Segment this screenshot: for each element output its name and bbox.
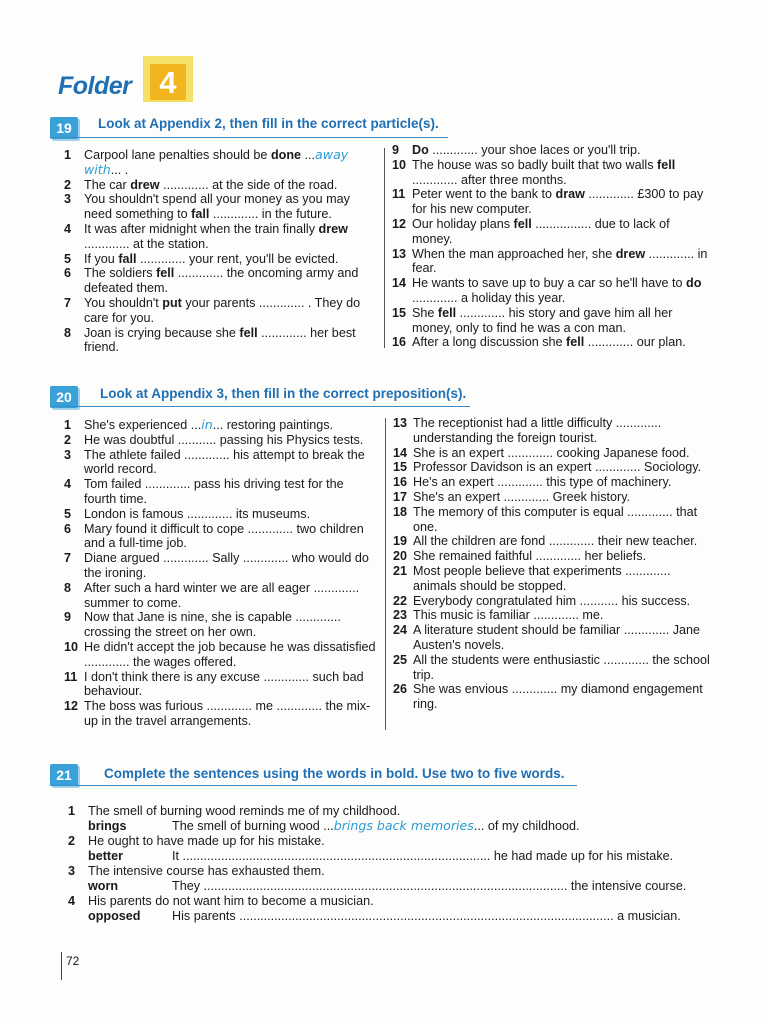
section-21-items — [68, 804, 718, 929]
exercise-item — [392, 158, 708, 188]
item-text — [413, 608, 603, 622]
item-number: 9 — [64, 610, 72, 625]
keyword: fell — [156, 266, 175, 281]
text-part: ............. our plan. — [584, 335, 686, 350]
exercise-item — [64, 507, 378, 522]
item-number: 2 — [64, 432, 72, 447]
item-text — [84, 640, 376, 669]
exercise-item — [64, 610, 378, 640]
item-number: 25 — [393, 652, 408, 667]
text-part: He didn't accept the job because he was dissatisfied ............. the wages offered. — [84, 639, 376, 669]
text-part: After such a hard winter we are all eager ............. summer to come. — [84, 580, 360, 610]
keyword: fell — [566, 335, 585, 350]
item-number: 3 — [68, 864, 76, 878]
item-number: 7 — [64, 295, 72, 310]
text-part: It was after midnight when the train finally — [84, 221, 319, 236]
item-number: 21 — [393, 563, 408, 578]
item-text — [413, 534, 697, 548]
text-part: You shouldn't spend all your money as you may need something to — [84, 192, 350, 222]
exercise-item — [64, 640, 378, 670]
exercise-item — [393, 564, 711, 594]
item-number: 2 — [64, 177, 72, 192]
column-divider — [384, 148, 385, 348]
item-number: 23 — [393, 608, 408, 623]
text-part: ... restoring paintings. — [212, 418, 334, 432]
item-text — [412, 187, 703, 216]
item-number: 6 — [64, 266, 72, 281]
text-part: Our holiday plans — [412, 216, 514, 231]
keyword: fell — [513, 216, 532, 231]
item-number: 19 — [393, 534, 408, 549]
item-text — [413, 549, 646, 563]
item-number: 8 — [64, 325, 72, 340]
item-text — [84, 296, 360, 325]
keyword: done — [270, 148, 302, 162]
text-part: ................ due to lack of money. — [412, 216, 670, 246]
item-text — [84, 581, 359, 610]
text-part: She's an expert ............. Greek history. — [413, 489, 631, 504]
keyword: fell — [239, 325, 258, 340]
item-number: 1 — [64, 418, 72, 432]
transform-item-sentence — [68, 834, 325, 849]
exercise-item — [64, 266, 376, 296]
section-21-rule — [50, 785, 577, 786]
item-number: 18 — [393, 504, 408, 519]
item-text — [412, 217, 670, 246]
item-number: 7 — [64, 551, 72, 566]
text-part: ............. at the station. — [84, 236, 209, 251]
item-text — [84, 326, 356, 355]
item-text — [84, 433, 363, 447]
exercise-item — [392, 247, 708, 277]
text-part: The memory of this computer is equal ............. that one. — [413, 504, 698, 534]
item-text — [412, 276, 701, 305]
item-number: 15 — [393, 460, 408, 475]
item-number: 13 — [393, 416, 408, 430]
text-part: ............. after three months. — [412, 172, 567, 187]
item-text — [84, 148, 348, 177]
item-number: 8 — [64, 580, 72, 595]
transform-item-sentence — [68, 894, 374, 909]
transform-item-sentence — [68, 864, 325, 879]
item-text — [84, 610, 341, 639]
item-number: 9 — [392, 143, 400, 157]
item-text — [412, 158, 675, 187]
keyword: do — [686, 276, 702, 291]
section-21-number: 21 — [50, 764, 78, 786]
item-number: 17 — [393, 489, 408, 504]
text-part: Mary found it difficult to cope ............. two children and a full-time job. — [84, 521, 364, 551]
item-number: 15 — [392, 305, 407, 320]
sentence-end: he had made up for his mistake. — [490, 849, 674, 863]
exercise-item — [64, 192, 376, 222]
original-sentence: His parents do not want him to become a musician. — [88, 894, 374, 908]
exercise-item — [393, 623, 711, 653]
text-part: This music is familiar ............. me. — [413, 608, 604, 623]
text-part: She — [412, 305, 438, 320]
section-20-rule — [50, 406, 470, 407]
item-number: 10 — [392, 157, 407, 172]
item-text — [84, 418, 333, 432]
exercise-item — [393, 653, 711, 683]
sentence-start: They ........................................................................................................ — [172, 879, 568, 893]
handwritten-answer: away with — [84, 147, 349, 177]
keyword: drew — [615, 246, 646, 261]
sentence-start: It ........................................................................................ — [172, 849, 491, 863]
text-part: ............. in the future. — [209, 207, 332, 222]
text-part: He was doubtful ........... passing his Physics tests. — [84, 432, 364, 447]
text-part: The receptionist had a little difficulty ............. understanding the foreign tourist. — [413, 416, 662, 445]
keyword: drew — [130, 177, 160, 192]
text-part: ............. a holiday this year. — [412, 290, 566, 305]
text-part: If you — [84, 251, 119, 266]
item-number: 5 — [64, 506, 72, 521]
exercise-item — [64, 418, 378, 433]
key-word: worn — [88, 879, 119, 893]
text-part: Peter went to the bank to — [412, 187, 556, 202]
section-20-instruction: Look at Appendix 3, then fill in the correct preposition(s). — [100, 386, 467, 401]
exercise-item — [64, 670, 378, 700]
item-number: 14 — [393, 445, 408, 460]
item-text — [84, 699, 370, 728]
text-part: ............. £300 to pay for his new computer. — [412, 187, 704, 217]
item-number: 2 — [68, 834, 76, 848]
text-part: After a long discussion she — [412, 335, 567, 350]
item-text — [84, 477, 344, 506]
item-number: 16 — [393, 475, 408, 490]
keyword: fell — [657, 157, 676, 172]
text-part: The house was so badly built that two walls — [412, 157, 658, 172]
folder-title: Folder — [58, 72, 132, 100]
section-20-number: 20 — [50, 386, 78, 408]
keyword: put — [162, 295, 182, 310]
exercise-item — [64, 433, 378, 448]
exercise-item — [64, 148, 376, 178]
sentence-end: a musician. — [613, 909, 681, 923]
item-number: 11 — [392, 187, 406, 202]
item-text — [413, 682, 703, 711]
section-19-right-column — [392, 143, 708, 350]
sentence-start: The smell of burning wood ... — [172, 819, 334, 833]
text-part: ............. his story and gave him all her money, only to find he was a con man. — [412, 305, 673, 335]
exercise-item — [393, 682, 711, 712]
text-part: Now that Jane is nine, she is capable ............. crossing the street on her own. — [84, 610, 341, 640]
item-text — [413, 594, 690, 608]
section-20-right-column — [393, 416, 711, 712]
item-text — [412, 306, 672, 335]
text-part: Tom failed ............. pass his driving test for the fourth time. — [84, 477, 344, 506]
exercise-item — [64, 581, 378, 611]
item-number: 4 — [68, 894, 76, 908]
text-part: ... . — [110, 162, 129, 177]
text-part: She is an expert ............. cooking Japanese food. — [413, 445, 690, 460]
transform-item-completion — [88, 819, 713, 834]
keyword: fell — [437, 305, 457, 320]
text-part: ............. the oncoming army and defeated them. — [84, 266, 359, 296]
item-number: 10 — [64, 639, 79, 654]
item-text — [84, 551, 369, 580]
section-19-number: 19 — [50, 117, 78, 139]
transform-item-sentence — [68, 804, 400, 819]
original-sentence: The smell of burning wood reminds me of my childhood. — [88, 804, 401, 818]
key-word: brings — [88, 819, 127, 833]
transform-item-completion — [88, 849, 713, 864]
text-part: Carpool lane penalties should be — [84, 148, 271, 162]
item-number: 11 — [64, 669, 78, 684]
keyword: Do — [412, 143, 429, 157]
text-part: ............. your shoe laces or you'll trip. — [428, 143, 641, 157]
keyword: drew — [318, 221, 348, 236]
section-19-left-column — [64, 148, 376, 355]
item-number: 3 — [64, 192, 72, 207]
text-part: All the students were enthusiastic ............. the school trip. — [413, 652, 710, 682]
text-part: She's experienced ... — [84, 418, 202, 432]
exercise-item — [393, 475, 711, 490]
text-part: The boss was furious ............. me ............. the mix-up in the travel arrangements. — [84, 699, 371, 728]
section-21-instruction: Complete the sentences using the words in bold. Use two to five words. — [104, 766, 565, 781]
text-part: ............. her best friend. — [84, 325, 356, 355]
text-part: You shouldn't — [84, 295, 163, 310]
item-text — [84, 252, 338, 266]
text-part: When the man approached her, she — [412, 246, 616, 261]
text-part: A literature student should be familiar ............. Jane Austen's novels. — [413, 623, 701, 652]
sentence-start: His parents ........................................................................................................... — [172, 909, 614, 923]
original-sentence: He ought to have made up for his mistake. — [88, 834, 325, 848]
column-divider — [385, 418, 386, 730]
section-20-left-column — [64, 418, 378, 729]
text-part: Most people believe that experiments ............. animals should be stopped. — [413, 563, 671, 593]
item-text — [413, 416, 661, 445]
exercise-item — [64, 522, 378, 552]
item-text — [84, 507, 310, 521]
text-part: your parents ............. . They do care for you. — [84, 295, 361, 325]
text-part: The soldiers — [84, 266, 157, 281]
text-part: He wants to save up to buy a car so he'll have to — [412, 276, 687, 291]
text-part: She remained faithful ............. her beliefs. — [413, 549, 647, 564]
exercise-item — [393, 490, 711, 505]
exercise-item — [64, 326, 376, 356]
exercise-item — [392, 306, 708, 336]
item-number: 1 — [68, 804, 76, 818]
exercise-item — [393, 446, 711, 461]
item-text — [412, 335, 686, 349]
exercise-item — [393, 534, 711, 549]
text-part: Diane argued ............. Sally ............. who would do the ironing. — [84, 551, 369, 580]
item-text — [84, 192, 350, 221]
text-part: ............. in fear. — [412, 246, 708, 276]
item-text — [413, 564, 671, 593]
item-number: 1 — [64, 148, 72, 162]
keyword: fall — [191, 207, 210, 222]
text-part: She was envious ............. my diamond engagement ring. — [413, 682, 703, 712]
item-text — [413, 623, 700, 652]
original-sentence: The intensive course has exhausted them. — [88, 864, 325, 878]
text-part: The car — [84, 177, 131, 192]
exercise-item — [64, 178, 376, 193]
page-number-bar — [61, 952, 62, 980]
sentence-end: ... of my childhood. — [473, 819, 580, 833]
exercise-item — [64, 448, 378, 478]
section-19-rule — [50, 137, 448, 138]
item-text — [413, 475, 671, 489]
item-number: 22 — [393, 593, 408, 608]
exercise-item — [393, 460, 711, 475]
item-text — [413, 490, 630, 504]
keyword: draw — [555, 187, 585, 202]
exercise-item — [393, 505, 711, 535]
item-text — [84, 522, 364, 551]
item-text — [413, 446, 690, 460]
item-number: 20 — [393, 549, 408, 564]
exercise-item — [392, 335, 708, 350]
item-number: 16 — [392, 335, 407, 350]
item-text — [84, 222, 348, 251]
item-text — [413, 460, 701, 474]
item-number: 4 — [64, 221, 72, 236]
exercise-item — [393, 549, 711, 564]
handwritten-answer: in — [201, 417, 213, 432]
text-part: Everybody congratulated him ........... his success. — [413, 593, 691, 608]
text-part: ... — [301, 148, 316, 162]
exercise-item — [392, 187, 708, 217]
keyword: fall — [118, 251, 137, 266]
exercise-item — [64, 699, 378, 729]
text-part: He's an expert ............. this type of machinery. — [413, 475, 672, 490]
item-text — [412, 143, 640, 157]
folder-number: 4 — [150, 64, 186, 100]
exercise-item — [393, 594, 711, 609]
item-text — [412, 247, 707, 276]
text-part: London is famous ............. its museums. — [84, 506, 311, 521]
exercise-item — [392, 217, 708, 247]
key-word: opposed — [88, 909, 141, 923]
text-part: ............. at the side of the road. — [159, 177, 338, 192]
item-text — [84, 448, 365, 477]
exercise-item — [393, 416, 711, 446]
text-part: I don't think there is any excuse ............. such bad behaviour. — [84, 669, 364, 699]
item-text — [84, 178, 337, 192]
item-text — [413, 653, 710, 682]
exercise-item — [64, 296, 376, 326]
item-text — [413, 505, 697, 534]
handwritten-answer: brings back memories — [333, 818, 474, 833]
exercise-item — [392, 276, 708, 306]
item-number: 5 — [64, 251, 72, 266]
exercise-item — [392, 143, 708, 158]
exercise-item — [64, 252, 376, 267]
text-part: Joan is crying because she — [84, 325, 240, 340]
item-number: 3 — [64, 447, 72, 462]
text-part: Professor Davidson is an expert ............. Sociology. — [413, 460, 702, 475]
item-number: 14 — [392, 276, 407, 291]
text-part: All the children are fond ............. their new teacher. — [413, 534, 698, 549]
item-number: 6 — [64, 521, 72, 536]
item-number: 13 — [392, 246, 407, 261]
transform-item-completion — [88, 879, 713, 894]
page-number: 72 — [66, 954, 80, 968]
exercise-item — [64, 551, 378, 581]
item-text — [84, 266, 358, 295]
item-number: 26 — [393, 682, 408, 697]
key-word: better — [88, 849, 123, 863]
item-number: 4 — [64, 477, 72, 492]
exercise-item — [64, 477, 378, 507]
item-number: 12 — [392, 216, 407, 231]
exercise-item — [64, 222, 376, 252]
text-part: ............. your rent, you'll be evicted. — [136, 251, 339, 266]
sentence-end: the intensive course. — [567, 879, 687, 893]
item-number: 24 — [393, 623, 408, 638]
exercise-item — [393, 608, 711, 623]
item-number: 12 — [64, 699, 79, 714]
transform-item-completion — [88, 909, 713, 924]
item-text — [84, 670, 364, 699]
section-19-instruction: Look at Appendix 2, then fill in the correct particle(s). — [98, 116, 439, 131]
text-part: The athlete failed ............. his attempt to break the world record. — [84, 447, 365, 477]
